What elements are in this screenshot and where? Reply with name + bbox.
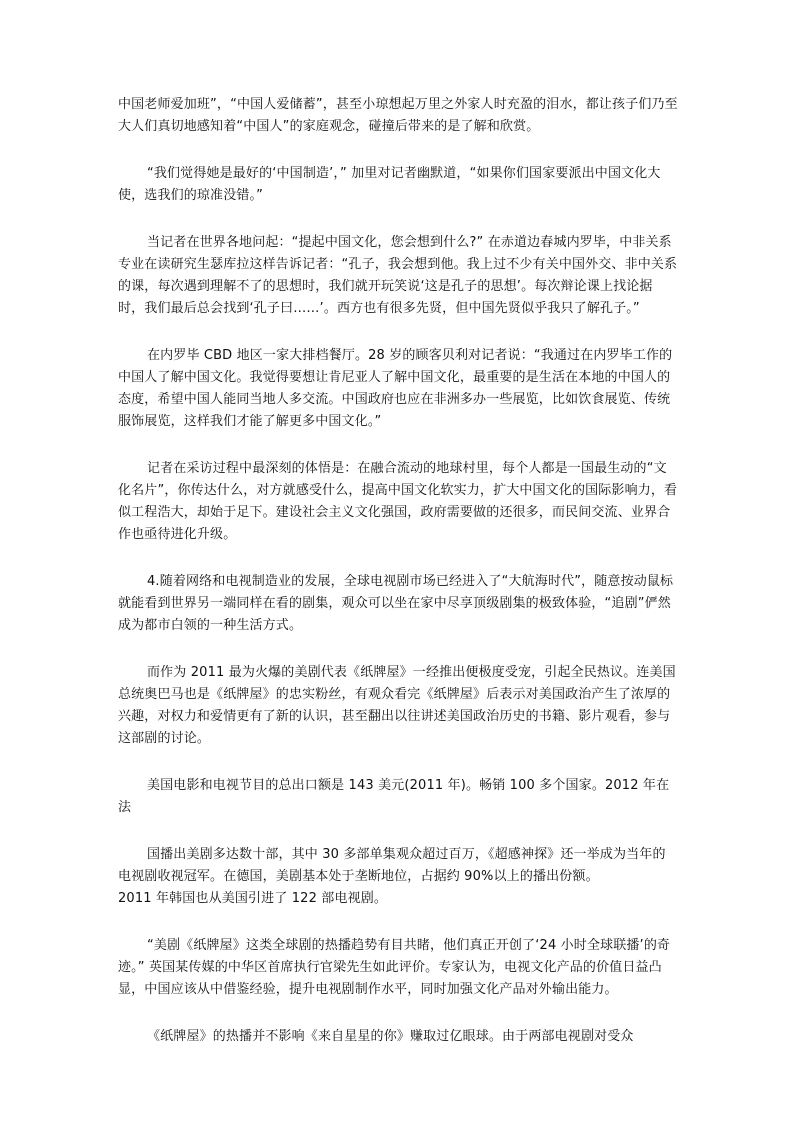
paragraph: “我们觉得她是最好的‘中国制造’，” 加里对记者幽默道，“如果你们国家要派出中国文化大使，选我们的琼准没错。” — [118, 166, 661, 203]
paragraph: 《纸牌屋》的热播并不影响《来自星星的你》赚取过亿眼球。由于两部电视剧对受众 — [147, 1029, 634, 1044]
paragraph: 国播出美剧多达数十部，其中 30 多部单集观众超过百万，《超感神探》还一举成为当年的电视剧收视冠军。在德国，美剧基本处于垄断地位，占据约 90%以上的播出份额。 2011 年韩国也从美国引进了 122 部电视剧。 — [118, 847, 666, 906]
paragraph: 美国电影和电视节目的总出口额是 143 美元(2011 年)。畅销 100 多个国家。2012 年在法 — [118, 778, 670, 815]
paragraph: “美剧《纸牌屋》这类全球剧的热播趋势有目共睹，他们真正开创了‘24 小时全球联播’的奇迹。” 英国某传媒的中华区首席执行官梁先生如此评价。专家认为，电视文化产品的价值日益凸显，中国应该从中借鉴经验，提升电视剧制作水平，同时加强文化产品对外输出能力。 — [118, 938, 671, 997]
paragraph: 当记者在世界各地问起：“提起中国文化，您会想到什么?” 在赤道边春城内罗毕，中非关系专业在读研究生瑟库拉这样告诉记者：“孔子，我会想到他。我上过不少有关中国外交、非中关系的课，每次遇到理解不了的思想时，我们就开玩笑说‘这是孔子的思想’。每次辩论课上找论据时，我们最后总会找到‘孔子曰……’。西方也有很多先贤，但中国先贤似乎我只了解孔子。” — [118, 235, 678, 316]
paragraph: 在内罗毕 CBD 地区一家大排档餐厅。28 岁的顾客贝利对记者说：“我通过在内罗毕工作的中国人了解中国文化。我觉得要想让肯尼亚人了解中国文化，最重要的是生活在本地的中国人的态度，希望中国人能同当地人多交流。中国政府也应在非洲多办一些展览，比如饮食展览、传统服饰展览，这样我们才能了解更多中国文化。” — [118, 348, 673, 429]
paragraph: 记者在采访过程中最深刻的体悟是：在融合流动的地球村里，每个人都是一国最生动的“文化名片”，你传达什么，对方就感受什么，提高中国文化软实力，扩大中国文化的国际影响力，看似工程浩大，却始于足下。建设社会主义文化强国，政府需要做的还很多，而民间交流、业界合作也亟待进化升级。 — [118, 461, 678, 542]
paragraph: 4.随着网络和电视制造业的发展，全球电视剧市场已经进入了“大航海时代”，随意按动鼠标就能看到世界另一端同样在看的剧集，观众可以坐在家中尽享顶级剧集的极致体验，“追剧”俨然成为都市白领的一种生活方式。 — [118, 574, 674, 633]
paragraph: 而作为 2011 最为火爆的美剧代表《纸牌屋》一经推出便极度受宠，引起全民热议。连美国总统奥巴马也是《纸牌屋》的忠实粉丝，有观众看完《纸牌屋》后表示对美国政治产生了浓厚的兴趣，对权力和爱情更有了新的认识，甚至翻出以往讲述美国政治历史的书籍、影片观看，参与这部剧的讨论。 — [118, 665, 676, 746]
document-page — [118, 94, 678, 1073]
paragraph: 中国老师爱加班”，“中国人爱储蓄”，甚至小琼想起万里之外家人时充盈的泪水，都让孩子们乃至大人们真切地感知着“中国人”的家庭观念，碰撞后带来的是了解和欣赏。 — [118, 97, 678, 134]
